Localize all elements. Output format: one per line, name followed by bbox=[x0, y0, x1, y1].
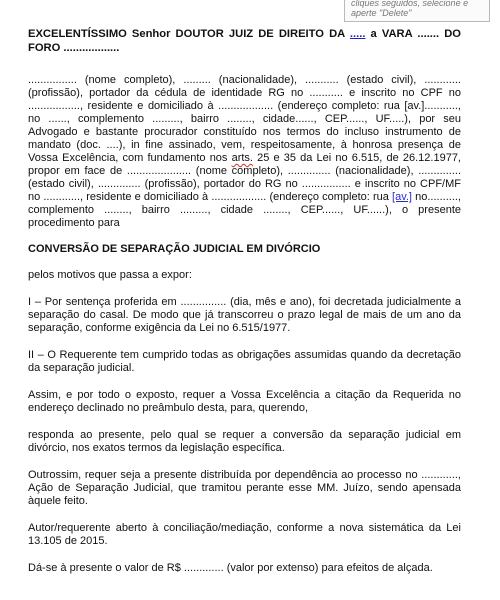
item-two-paragraph: II – O Requerente tem cumprido todas as obrigações assumidas quando da decretação da separação judicial. bbox=[28, 349, 461, 374]
item-one-paragraph: I – Por sentença proferida em ............... (dia, mês e ano), foi decretada judicialmente a separação do casal. De modo que já transcorreu o prazo legal de mais de um ano da separação, conforme exigência da Lei no 6.515/1977. bbox=[28, 296, 461, 334]
petition-document bbox=[28, 27, 461, 575]
petition-title: CONVERSÃO DE SEPARAÇÃO JUDICIAL EM DIVÓRCIO bbox=[28, 243, 321, 255]
responda-paragraph: responda ao presente, pelo qual se requer a conversão da separação judicial em divórcio, nos exatos termos da legislação específica. bbox=[28, 429, 461, 454]
arts-spellcheck-word: arts. bbox=[231, 152, 253, 164]
outrossim-paragraph: Outrossim, requer seja a presente distribuída por dependência ao processo no ............, Ação de Separação Judicial, que tramitou perante esse MM. Juízo, sendo apensada àquele feito. bbox=[28, 469, 461, 507]
court-address-header bbox=[28, 27, 461, 55]
instruction-note-text: cliques seguidos, selecione e aperte "Delete" bbox=[351, 0, 469, 18]
qualification-part3: no.........., complemento ........, bairro ........., cidade ........, CEP......, UF......), o presente procedimento para bbox=[28, 191, 461, 229]
valor-paragraph: Dá-se à presente o valor de R$ ............. (valor por extenso) para efeitos de alçada. bbox=[28, 562, 433, 574]
header-court-link[interactable]: ..... bbox=[349, 28, 366, 40]
assim-paragraph: Assim, e por todo o exposto, requer a Vossa Excelência a citação da Requerida no endereço declinado no preâmbulo desta, para, querendo, bbox=[28, 389, 461, 414]
autor-paragraph: Autor/requerente aberto à conciliação/mediação, conforme a nova sistemática da Lei 13.105 de 2015. bbox=[28, 522, 461, 547]
qualification-paragraph bbox=[28, 74, 461, 230]
instruction-note bbox=[344, 0, 490, 22]
av-link[interactable]: [av.] bbox=[392, 191, 412, 203]
motivos-paragraph: pelos motivos que passa a expor: bbox=[28, 269, 192, 281]
qualification-part1: ................ (nome completo), ......... (nacionalidade), ........... (estado civil), ............ (profissão), portador da cédula de identidade RG no ........... e inscrito no CPF no ................., residente e domiciliado à .................. (endereço completo: rua [av.]..........., no ......, complemento ........., bairro ........, cidade......, CEP......, UF.....), por seu Advogado e bastante procurador constituído nos termos do incluso instrumento de mandato (doc. ....), in fine assinado, vem, respeitosamente, à honrosa presença de Vossa Excelência, com fundamento nos bbox=[28, 74, 461, 164]
header-part1: EXCELENTÍSSIMO Senhor DOUTOR JUIZ DE DIREITO DA bbox=[28, 28, 350, 40]
qualification-part2: 25 e 35 da Lei no 6.515, de 26.12.1977, propor em face de ..................... (nome completo), .............. (nacionalidade), .............. (estado civil), .............. (profissão), portador do RG no ................ e inscrito no CPF/MF no ............, residente e domiciliado à .................. (endereço completo: rua bbox=[28, 152, 461, 203]
header-part2: a VARA ....... DO FORO .................. bbox=[28, 28, 461, 54]
